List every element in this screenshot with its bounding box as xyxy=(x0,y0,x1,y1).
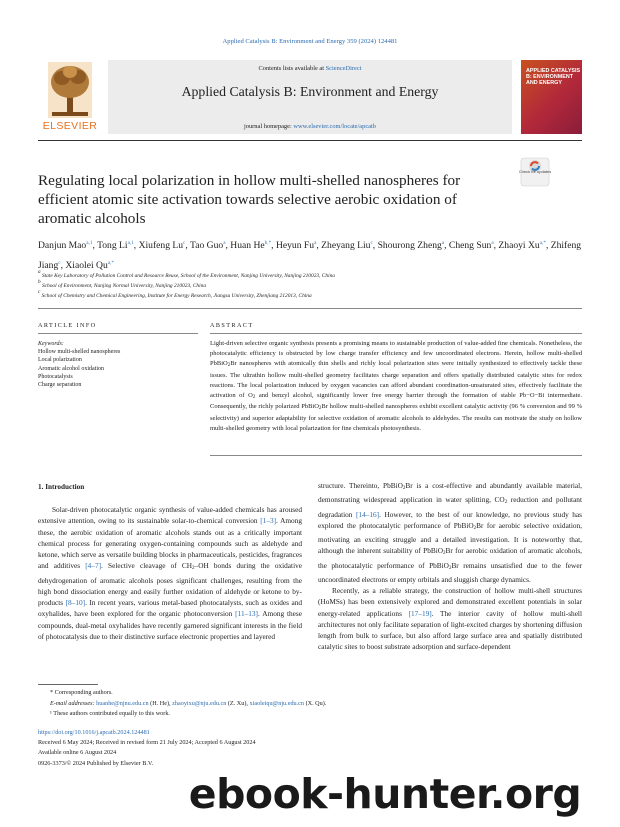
affiliation-a xyxy=(38,269,588,279)
keyword: Aromatic alcohol oxidation xyxy=(38,365,104,372)
contents-line xyxy=(108,65,512,72)
cover-title: APPLIED CATALYSIS B: ENVIRONMENT AND ENERGY xyxy=(526,68,581,86)
online-date: Available online 6 August 2024 xyxy=(38,749,117,757)
abstract-part: Br nanospheres with atomically thin shells and richly local polarization sites were initially synthesized to effectively tackle these issues. The ultrathin hollow multi-shelled geometry facilitates charge separation and offers spatially distributed catalytic sites for redox reactions. The local polarization induced by oxygen vacancies can afford abundant coordination-unsaturated sites, effectively facilitate the activation of O xyxy=(210,359,582,399)
abstract-part: and benzyl alcohol, significantly lower free energy barrier through the formation of stable Pb−O−Bi intermediate. Consequently, the richly polarized PbBiO xyxy=(210,391,582,411)
affiliation-text: State Key Laboratory of Pollution Control and Resource Reuse, School of the Environment, Nanjing University, Nanjing 210023, China xyxy=(41,273,335,279)
journal-reference-link[interactable]: Applied Catalysis B: Environment and Energy 359 (2024) 124481 xyxy=(222,38,398,45)
elsevier-logo[interactable] xyxy=(38,60,102,134)
abstract-divider xyxy=(210,333,582,334)
section-divider xyxy=(38,308,582,309)
text-run: . Selective cleavage of CH xyxy=(101,561,193,571)
email-link[interactable]: zhaoyixu@nju.edu.cn xyxy=(172,699,227,707)
author-name[interactable]: Heyun Fu xyxy=(275,240,315,251)
author-name[interactable]: Zheyang Liu xyxy=(321,240,371,251)
footnotes xyxy=(38,688,582,720)
journal-header xyxy=(38,60,582,135)
author-affiliation-marker[interactable]: a xyxy=(223,240,226,246)
subscript: 2 xyxy=(443,551,446,557)
keyword: Hollow multi-shelled nanospheres xyxy=(38,349,121,356)
abstract-bottom-divider xyxy=(210,455,582,456)
email-link[interactable]: xiaoleiqu@nju.edu.cn xyxy=(249,699,305,707)
introduction-paragraph xyxy=(318,480,582,585)
keyword: Local polarization xyxy=(38,357,82,364)
subscript: 2 xyxy=(504,500,508,506)
footnote-divider xyxy=(38,684,98,685)
text-run: Br is a cost-effective and abundantly available material, demonstrating widespread application in water splitting, CO xyxy=(318,481,582,505)
citation-link[interactable]: [4–7] xyxy=(85,561,102,571)
citation-link[interactable]: [14–16] xyxy=(355,509,380,519)
abstract-heading: ABSTRACT xyxy=(210,322,254,329)
watermark-text: ebook-hunter.org xyxy=(188,770,582,818)
journal-cover-image[interactable] xyxy=(521,60,582,134)
author-list: Danjun Mao$^{a,1}$, Tong Li$^{a,1}$, Xiufeng Lu$^c$, Tao Guo$^a$, Huan $He^{b,*}$, Heyun Fu$^a$, Zheyang Liu$^c$, Shourong Zheng$^a$, Cheng Sun$^a$, Zhaoyi $Xu^{a,*}$, Zhifeng Jiang$^c$, Xiaolei $Qu^{a,*}$ xyxy=(38,240,582,271)
author-affiliation-marker[interactable]: a,* xyxy=(539,240,546,246)
subscript: 2 xyxy=(402,486,406,491)
citation-link[interactable]: [17–19] xyxy=(408,608,432,618)
text-run: . However, to the best of our knowledge, no previous study has explored the photocatalytic performance of PbBiO xyxy=(318,509,582,530)
affiliation-c xyxy=(38,289,588,299)
text-run: Recently, as a reliable strategy, the construction of hollow multi-shell structures (HoMSs) has been extensively explored and demonstrated excellent potentials in solar energy-related applications xyxy=(318,586,582,618)
author-name[interactable]: Huan He xyxy=(230,240,265,251)
author-name[interactable]: Danjun Mao xyxy=(38,240,87,251)
abstract-text xyxy=(210,339,582,434)
introduction-paragraph xyxy=(318,585,582,653)
author-affiliation-marker[interactable]: a,1 xyxy=(127,240,134,246)
email-link[interactable]: huanhe@njnu.edu.cn xyxy=(96,699,149,707)
introduction-heading: 1. Introduction xyxy=(38,483,85,491)
sciencedirect-link[interactable]: ScienceDirect xyxy=(325,65,362,72)
author-name[interactable]: Cheng Sun xyxy=(448,240,492,251)
affiliation-marker: b xyxy=(38,279,41,285)
author-affiliation-marker[interactable]: a xyxy=(441,240,445,246)
author-affiliation-marker[interactable]: a xyxy=(491,240,494,246)
citation-link[interactable]: [11–13] xyxy=(235,609,258,619)
article-info-heading: ARTICLE INFO xyxy=(38,322,97,329)
homepage-prefix: journal homepage: xyxy=(244,123,294,130)
text-run: –OH bonds during the oxidative dehydrogenation of aromatic alcohols poses significant challenges, resulting from the high bond dissociation energy and easily further oxidation of aldehyde or ketone to by-products xyxy=(38,561,302,607)
publisher-name: ELSEVIER xyxy=(42,120,98,132)
email-owner: (X. Qu). xyxy=(304,699,327,707)
author-affiliation-marker[interactable]: b,* xyxy=(264,240,272,246)
keyword: Charge separation xyxy=(38,382,82,389)
author-name[interactable]: Tong Li xyxy=(97,240,128,251)
elsevier-tree-icon xyxy=(48,62,92,118)
author-name[interactable]: Xiaolei Qu xyxy=(65,259,108,271)
introduction-left-column xyxy=(38,504,302,642)
author-affiliation-marker[interactable]: a xyxy=(314,240,317,246)
author-name[interactable]: Shourong Zheng xyxy=(377,240,442,251)
author-affiliation-marker[interactable]: c xyxy=(370,240,373,246)
author-affiliation-marker[interactable]: a,1 xyxy=(86,240,93,246)
equal-contribution-note: ¹ These authors contributed equally to this work. xyxy=(50,710,170,717)
affiliation-marker: a xyxy=(38,269,41,275)
doi-link[interactable]: https://doi.org/10.1016/j.apcatb.2024.124481 xyxy=(38,729,150,736)
text-run: . Among these compounds, dual-metal oxyhalides have recently garnered significant interests in the field of photocatalysis due to their distinctive surface electronic properties and layered xyxy=(38,609,302,641)
journal-title: Applied Catalysis B: Environment and Energy xyxy=(181,84,439,99)
email-label: E-mail addresses: xyxy=(50,699,97,707)
copyright: 0926-3373/© 2024 Published by Elsevier B.V. xyxy=(38,759,154,767)
article-history xyxy=(38,728,582,769)
subscript: 2 xyxy=(252,394,256,400)
author-name[interactable]: Zhifeng Jiang xyxy=(38,240,582,271)
check-for-updates-label[interactable]: Check for updates xyxy=(518,169,552,174)
affiliation-text: School of Chemistry and Chemical Engineering, Institute for Energy Research, Jiangsu University, Zhenjiang 212013, China xyxy=(41,293,312,299)
contents-panel xyxy=(108,60,512,134)
homepage-line xyxy=(108,123,512,130)
affiliation-marker: c xyxy=(38,289,41,295)
abstract-part: Br hollow multi-shelled nanospheres exhibit excellent catalytic activity (96 % conversion and 99 % selectivity) and superior adaptability for selective oxidation of aromatic alcohols to aldehydes. The results can motivate the study on hollow multi-shelled geometry with local polarization for fine chemicals photosynthesis. xyxy=(210,403,583,433)
contents-prefix: Contents lists available at xyxy=(258,65,326,72)
affiliation-b xyxy=(38,279,588,289)
text-run: . Among these, the aerobic oxidation of aromatic alcohols stands out as a critically important chemical process for generating oxygen-containing compounds such as aldehyde and ketone, which serve as versatile building blocks in pharmaceuticals, pesticides, fragrances and additives xyxy=(38,516,303,571)
keyword: Photocatalysis xyxy=(38,373,73,380)
subscript: 2 xyxy=(448,565,452,571)
keywords-block xyxy=(38,340,198,389)
author-affiliation-marker[interactable]: c xyxy=(58,259,61,266)
article-info-divider xyxy=(38,333,198,334)
text-run: Br for aerobic selective oxidation, motivating an exciting struggle and a detailed investigation. It is noteworthy that, although the inherent suitability of PbBiO xyxy=(318,520,582,556)
citation-link[interactable]: [8–10] xyxy=(65,598,86,607)
text-run: . In recent years, various metal-based photocatalysts, such as oxides and oxyhalides, have been explored for the organic photoconversion xyxy=(38,598,302,619)
subscript: 2 xyxy=(318,406,322,412)
introduction-right-column xyxy=(318,480,582,653)
text-run: structure. Thereinto, PbBiO xyxy=(318,481,403,490)
header-divider xyxy=(38,140,582,141)
email-owner: (Z. Xu), xyxy=(226,699,250,707)
author-affiliation-marker[interactable]: c xyxy=(183,240,186,246)
abstract-part: Light-driven selective organic synthesis presents a promising means to sustainable production of value-added fine chemicals. Nonetheless, the photocatalytic efficiency is obstructed by low charge transfer efficiency and few uncoordinated electrons. Herein, hollow multi-shelled PbBiO xyxy=(210,340,582,367)
author-affiliation-marker[interactable]: a,* xyxy=(107,259,114,266)
corresponding-note: * Corresponding authors. xyxy=(50,689,113,696)
text-run: Br for aerobic oxidation of aromatic alcohols, the photocatalytic performance of PbBiO xyxy=(318,546,582,570)
citation-link[interactable]: [1–3] xyxy=(260,516,277,526)
subscript: 2 xyxy=(227,362,231,368)
email-owner: (H. He), xyxy=(148,699,173,707)
text-run: Solar-driven photocatalytic organic synthesis of value-added chemicals has aroused extensive attention, owing to its sustainable solar-to-chemical conversion xyxy=(38,505,302,526)
received-dates: Received 6 May 2024; Received in revised form 21 July 2024; Accepted 6 August 2024 xyxy=(38,739,256,747)
subscript: 2 xyxy=(473,525,477,531)
keywords-label: Keywords: xyxy=(38,341,64,347)
paper-title: Regulating local polarization in hollow multi-shelled nanospheres for efficient atomic site activation towards selective aerobic oxidation of aromatic alcohols xyxy=(38,172,461,227)
affiliation-text: School of Environment, Nanjing Normal University, Nanjing 210023, China xyxy=(41,283,207,289)
subscript: 2 xyxy=(192,566,195,572)
homepage-link[interactable]: www.elsevier.com/locate/apcatb xyxy=(293,123,376,130)
author-name[interactable]: Tao Guo xyxy=(190,240,224,251)
text-run: Br remains unsatisfied due to the fewer uncoordinated electrons or empty orbitals and sluggish charge dynamics. xyxy=(318,560,582,584)
text-run: reduction and pollutant degradation xyxy=(318,495,582,519)
author-name[interactable]: Zhaoyi Xu xyxy=(498,240,540,251)
author-name[interactable]: Xiufeng Lu xyxy=(138,240,184,251)
email-addresses xyxy=(38,699,582,710)
text-run: . The interior cavity of hollow multi-shell architectures not only facilitate separation of light-excited charges by shortening diffusion length from bulk to surface, but also afford large surface area and spatially distributed catalytic sites to boost substrate adsorption and surface-dependent xyxy=(318,608,582,652)
